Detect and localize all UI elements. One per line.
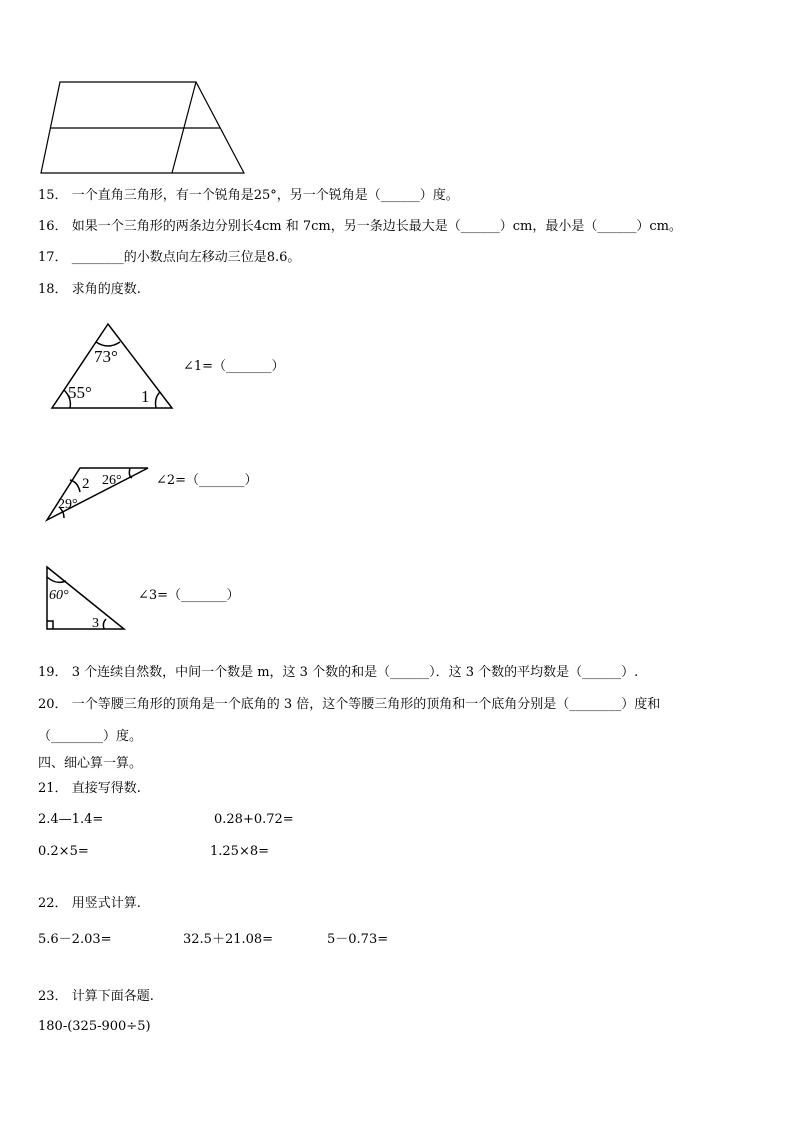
calc-item: 5－0.73= xyxy=(327,932,389,947)
calc-item: 5.6－2.03= xyxy=(38,932,112,947)
triangle-figure-3 xyxy=(42,563,128,635)
calc-item: 1.25×8= xyxy=(210,844,270,859)
question-number: 22． xyxy=(38,896,68,911)
answer-angle-3: ∠3=（_______） xyxy=(138,588,240,603)
question-22 xyxy=(38,896,141,912)
triangle-figure-1 xyxy=(48,320,178,412)
calc-item: 2.4—1.4= xyxy=(38,812,104,827)
question-16 xyxy=(38,219,682,235)
angle-label-3: 3 xyxy=(92,616,99,631)
trapezoid-figure xyxy=(36,78,250,176)
question-number: 23． xyxy=(38,989,68,1004)
calc-item: 0.28+0.72= xyxy=(214,812,294,827)
angle-label-29: 29° xyxy=(58,497,78,512)
calc-item: 32.5＋21.08= xyxy=(183,932,274,947)
question-text: 一个直角三角形，有一个锐角是25°，另一个锐角是（______）度。 xyxy=(71,188,459,203)
question-18 xyxy=(38,282,141,298)
angle-label-left: 55° xyxy=(68,383,92,402)
question-number: 18． xyxy=(38,282,68,297)
question-15 xyxy=(38,188,459,204)
question-number: 17． xyxy=(38,250,68,265)
question-21 xyxy=(38,781,141,797)
question-number: 21． xyxy=(38,781,68,796)
question-text: 求角的度数. xyxy=(71,282,141,297)
question-19 xyxy=(38,665,638,681)
angle-label-top: 73° xyxy=(94,347,118,366)
question-text: 直接写得数. xyxy=(71,781,141,796)
angle-label-26: 26° xyxy=(102,473,122,488)
question-20 xyxy=(38,697,660,713)
angle-label-60: 60° xyxy=(49,588,69,603)
question-text: 用竖式计算. xyxy=(71,896,141,911)
question-text: 一个等腰三角形的顶角是一个底角的 3 倍，这个等腰三角形的顶角和一个底角分别是（________）度和 xyxy=(71,697,661,712)
question-text: 3 个连续自然数，中间一个数是 m，这 3 个数的和是（______）．这 3 个数的平均数是（______）. xyxy=(71,665,639,680)
question-number: 19． xyxy=(38,665,68,680)
section-heading: 四、细心算一算。 xyxy=(38,756,143,771)
question-number: 16． xyxy=(38,219,68,234)
question-text: 计算下面各题. xyxy=(71,989,154,1004)
angle-label-right: 1 xyxy=(141,387,150,406)
question-20-continued: （________）度。 xyxy=(38,729,143,744)
answer-angle-2: ∠2=（_______） xyxy=(156,473,258,488)
question-23 xyxy=(38,989,154,1005)
triangle-figure-2 xyxy=(44,462,152,524)
question-number: 20． xyxy=(38,697,68,712)
question-text: 如果一个三角形的两条边分别长4cm 和 7cm，另一条边长最大是（______）cm，最小是（______）cm。 xyxy=(71,219,682,234)
question-number: 15． xyxy=(38,188,68,203)
question-17 xyxy=(38,250,300,266)
angle-label-2: 2 xyxy=(82,476,90,492)
calc-item: 0.2×5= xyxy=(38,844,89,859)
calc-item: 180-(325-900÷5) xyxy=(38,1019,151,1034)
answer-angle-1: ∠1=（_______） xyxy=(183,359,285,374)
question-text: ________的小数点向左移动三位是8.6。 xyxy=(71,250,301,265)
